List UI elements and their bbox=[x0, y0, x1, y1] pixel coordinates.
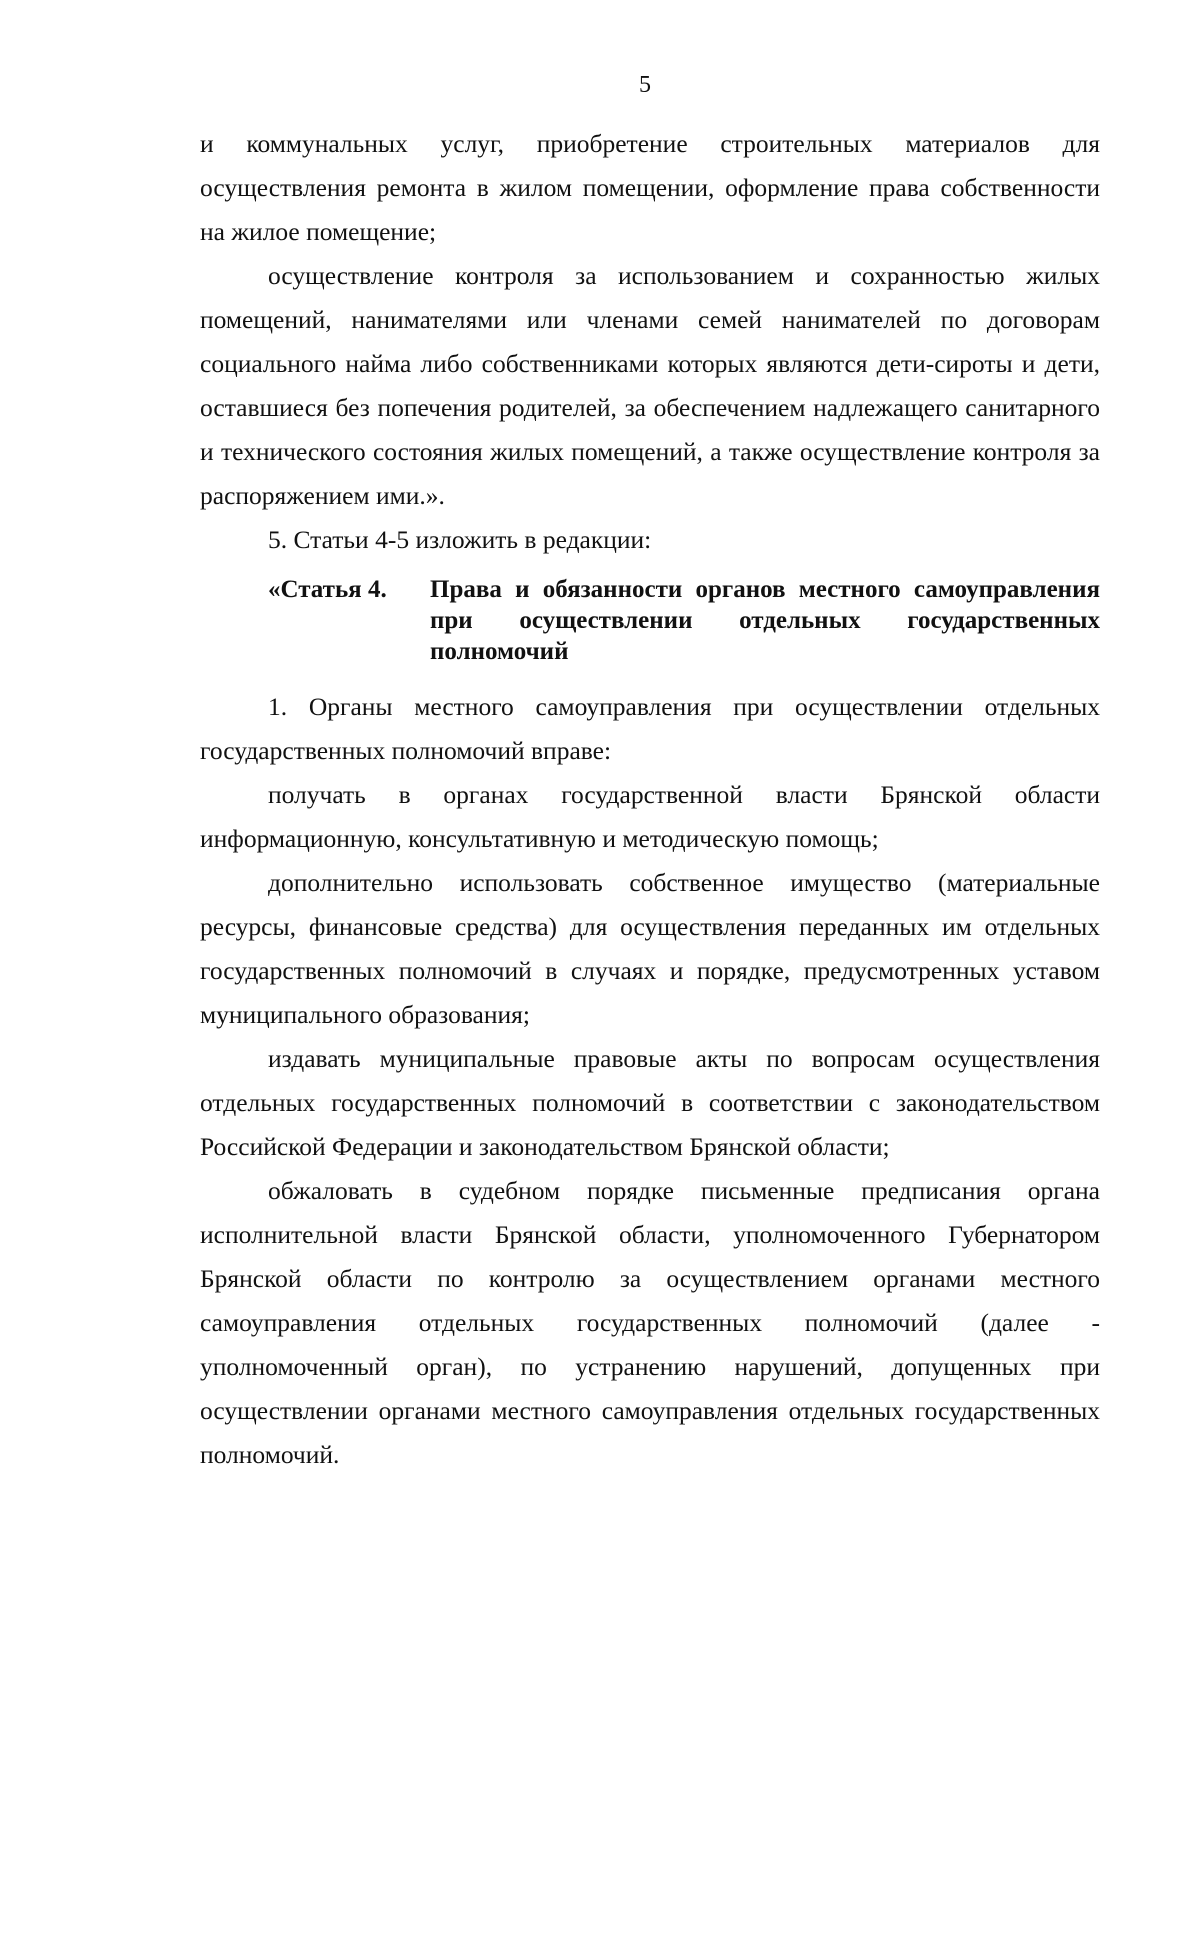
article-heading bbox=[200, 574, 1100, 667]
article-title: Права и обязанности органов местного самоуправления при осуществлении отдельных государственных полномочий bbox=[430, 576, 1100, 665]
paragraph: осуществление контроля за использованием и сохранностью жилых помещений, нанимателями или членами семей нанимателей по договорам социального найма либо собственниками которых являются дети-сироты и дети, оставшиеся без попечения родителей, за обеспечением надлежащего санитарного и технического состояния жилых помещений, а также осуществление контроля за распоряжением ими.». bbox=[200, 261, 1100, 510]
paragraph: получать в органах государственной власти Брянской области информационную, консультативную и методическую помощь; bbox=[200, 780, 1100, 853]
article-label: «Статья 4. bbox=[268, 576, 387, 603]
page-number: 5 bbox=[639, 72, 651, 98]
paragraph: дополнительно использовать собственное имущество (материальные ресурсы, финансовые средства) для осуществления переданных им отдельных государственных полномочий в случаях и порядке, предусмотренных уставом муниципального образования; bbox=[200, 868, 1100, 1029]
paragraph: издавать муниципальные правовые акты по вопросам осуществления отдельных государственных полномочий в соответствии с законодательством Российской Федерации и законодательством Брянской области; bbox=[200, 1044, 1100, 1161]
paragraph: 1. Органы местного самоуправления при осуществлении отдельных государственных полномочий вправе: bbox=[200, 692, 1100, 765]
document-body bbox=[200, 122, 1100, 1477]
paragraph: и коммунальных услуг, приобретение строительных материалов для осуществления ремонта в жилом помещении, оформление права собственности на жилое помещение; bbox=[200, 129, 1100, 246]
paragraph: обжаловать в судебном порядке письменные предписания органа исполнительной власти Брянской области, уполномоченного Губернатором Брянской области по контролю за осуществлением органами местного самоуправления отдельных государственных полномочий (далее - уполномоченный орган), по устранению нарушений, допущенных при осуществлении органами местного самоуправления отдельных государственных полномочий. bbox=[200, 1176, 1100, 1469]
paragraph: 5. Статьи 4-5 изложить в редакции: bbox=[268, 525, 652, 554]
